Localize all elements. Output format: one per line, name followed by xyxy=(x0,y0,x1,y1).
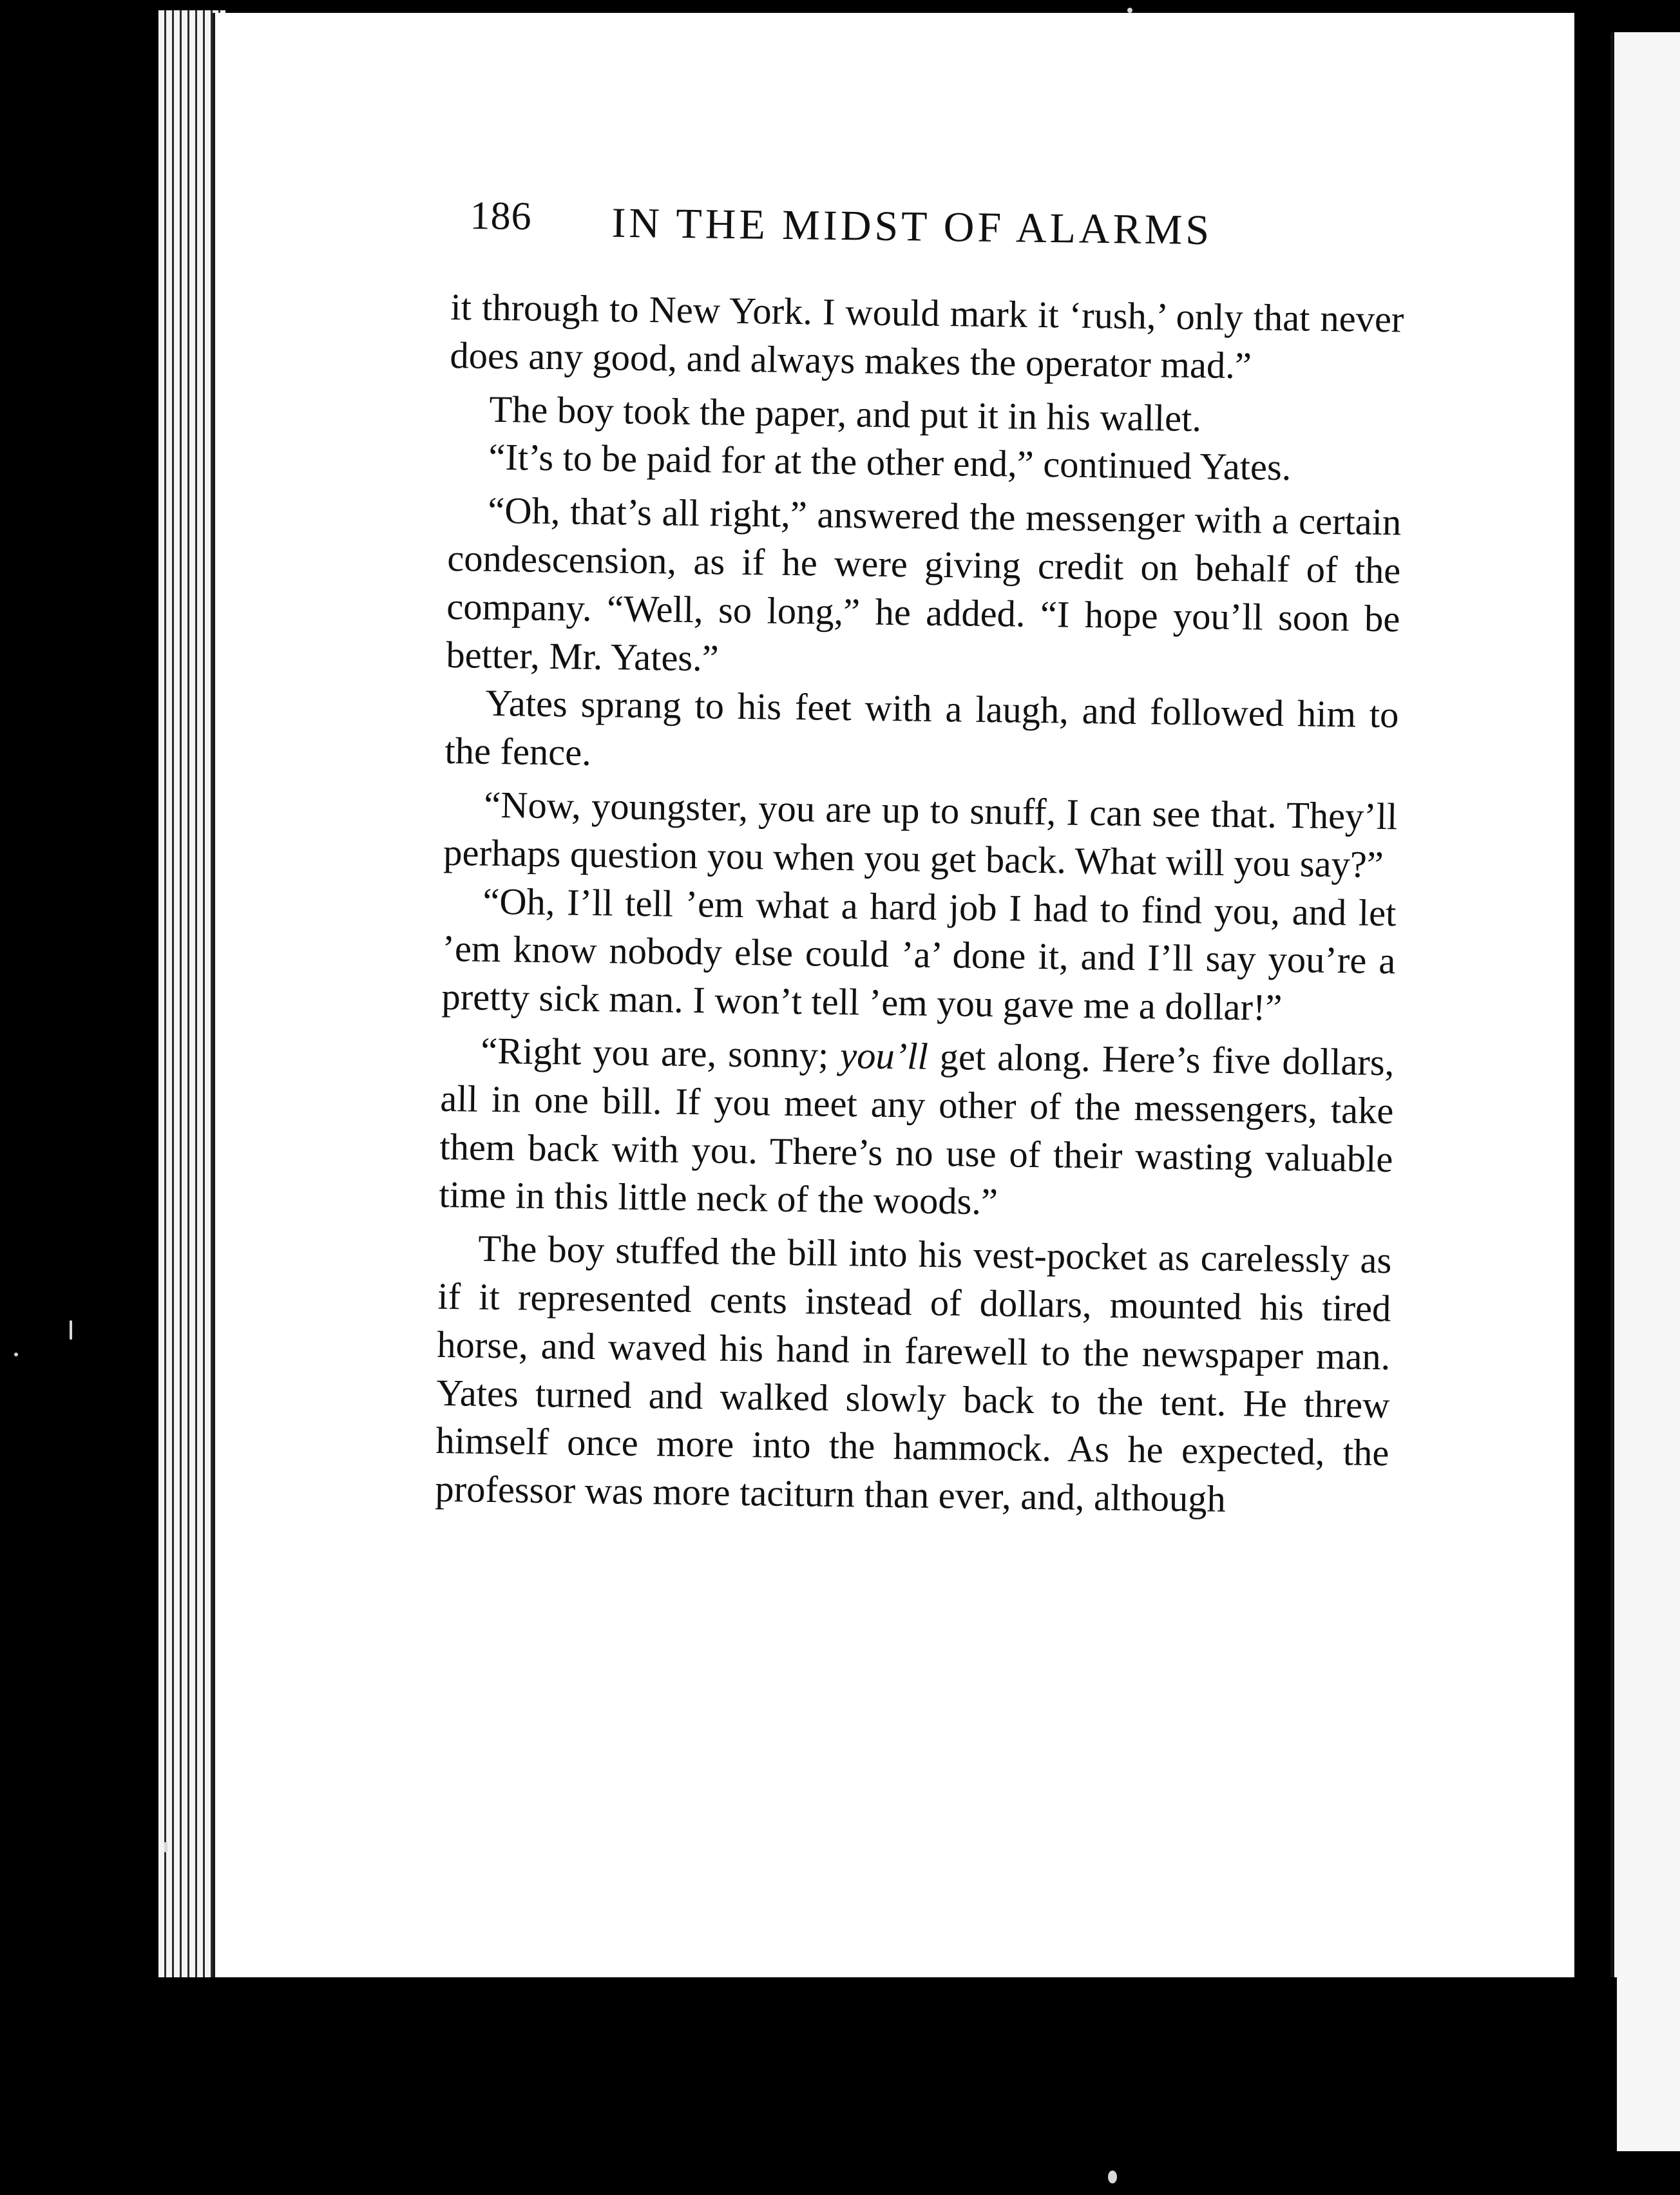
paragraph-text: “It’s to be paid for at the other end,” continued Yates. xyxy=(488,436,1292,489)
paragraph xyxy=(441,877,1397,1034)
paragraph xyxy=(439,1027,1395,1232)
running-header xyxy=(470,193,1263,280)
paragraph xyxy=(443,781,1398,889)
paragraph-continuation xyxy=(450,283,1404,392)
body-text xyxy=(435,283,1404,1526)
running-title: IN THE MIDST OF ALARMS xyxy=(611,199,1213,254)
scan-speck xyxy=(164,1842,167,1852)
paragraph-text: “Now, youngster, you are up to snuff, I can see that. They’ll perhaps question you when you get back. What will you say?” xyxy=(443,783,1398,886)
paragraph-text: The boy stuffed the bill into his vest-pocket as carelessly as if it represented cents instead of dollars, mounted his tired horse, and waved his hand in farewell to the newspaper man. Yates turned and walked slowly back to the tent. He threw himself once more into the hammock. As he expected, the professor was more taciturn than ever, and, although xyxy=(435,1227,1392,1521)
paragraph xyxy=(444,679,1399,788)
italic-emphasis: you’ll xyxy=(839,1034,929,1078)
paragraph xyxy=(435,1224,1392,1526)
paragraph-text: “Oh, that’s all right,” answered the messenger with a certain condescension, as if he were giving credit on behalf of the company. “Well, so long,” he added. “I hope you’ll soon be better, Mr. Yates.” xyxy=(446,489,1402,679)
scan-speck xyxy=(1108,2171,1117,2183)
paragraph-text: “Oh, I’ll tell ’em what a hard job I had to find you, and let ’em know nobody else could ’a’ done it, and I’ll say you’re a pretty sick man. I won’t tell ’em you gave me a dollar!” xyxy=(441,880,1397,1029)
paragraph-text: it through to New York. I would mark it ‘rush,’ only that never does any good, and always makes the operator mad.” xyxy=(450,285,1404,387)
paragraph xyxy=(446,486,1402,692)
paragraph-text: “Right you are, sonny; xyxy=(480,1029,841,1076)
paragraph-text: get along. Here’s five dollars, all in one bill. If you meet any other of the messengers, take them back with you. There’s no use of their wasting valuable time in this little neck of the woods.” xyxy=(439,1035,1395,1223)
paragraph-text: The boy took the paper, and put it in his wallet. xyxy=(489,388,1202,439)
facing-page-edge xyxy=(1610,32,1680,2151)
paragraph-text: Yates sprang to his feet with a laugh, and followed him to the fence. xyxy=(444,682,1399,774)
scan-speck xyxy=(70,1320,72,1340)
scan-bottom-margin xyxy=(148,1977,1617,2195)
page-number: 186 xyxy=(470,193,532,239)
gutter-shadow xyxy=(1572,13,1610,2195)
scan-speck xyxy=(14,1353,18,1356)
scan-speck xyxy=(1127,8,1132,13)
